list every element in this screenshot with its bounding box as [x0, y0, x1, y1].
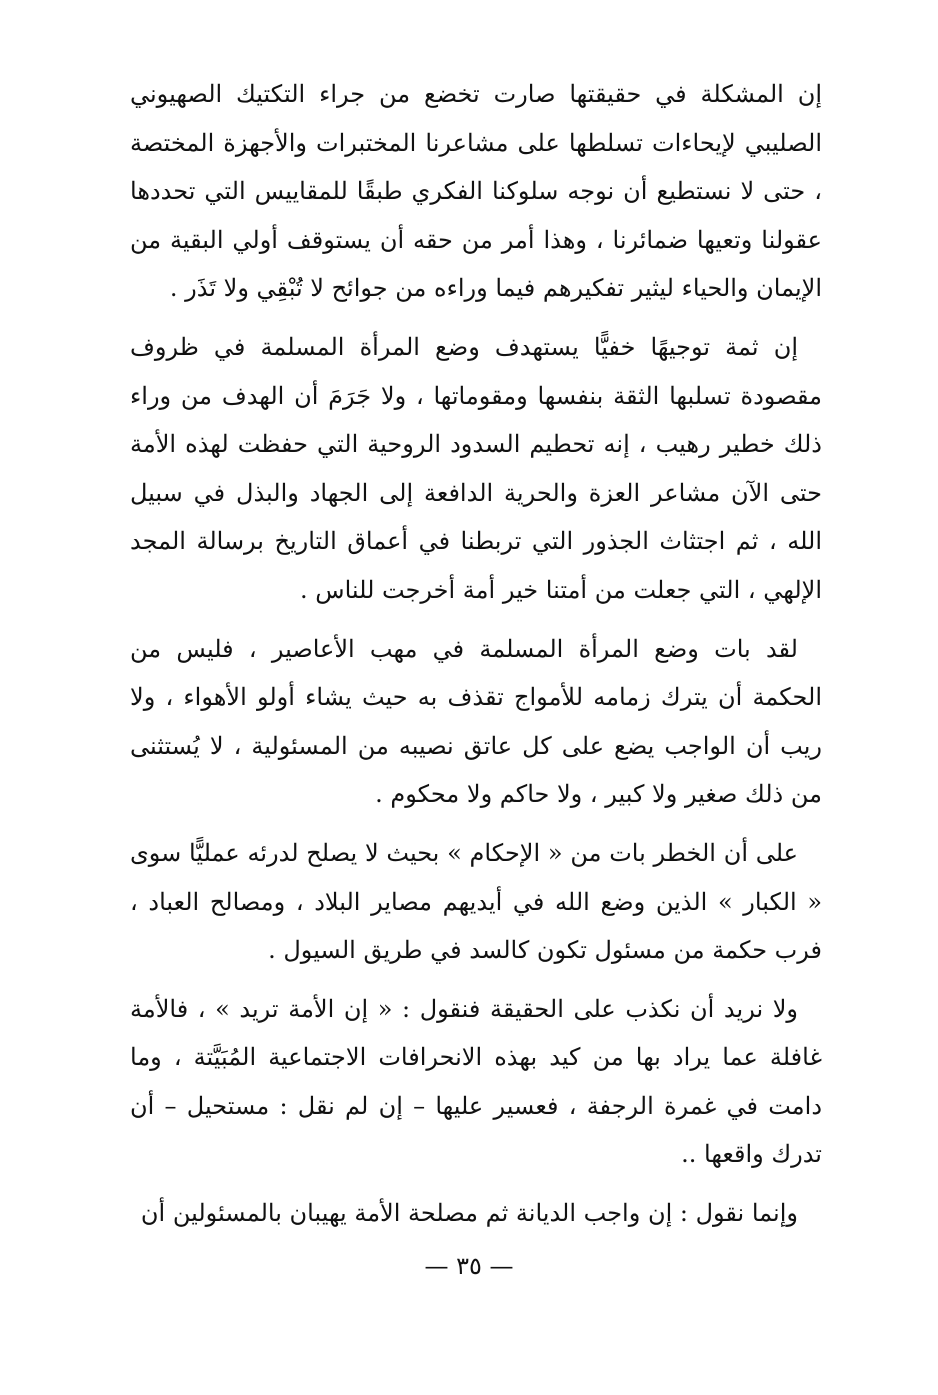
page-number: — ٣٥ — — [424, 1252, 514, 1280]
paragraph-5: ولا نريد أن نكذب على الحقيقة فنقول : « إن الأمة تريد » ، فالأمة غافلة عما يراد بها من كيد بهذه الانحرافات الاجتماعية المُبَيَّتة ، وما دامت في غمرة الرجفة ، فعسير عليها – إن لم نقل : مستحيل – أن تدرك واقعها .. — [130, 994, 823, 1169]
paragraph-6: وإنما نقول : إن واجب الديانة ثم مصلحة الأمة يهيبان بالمسئولين أن — [140, 1199, 798, 1228]
paragraph-2: إن ثمة توجيهًا خفيًّا يستهدف وضع المرأة المسلمة في ظروف مقصودة تسلبها الثقة بنفسها ومقوماتها ، ولا جَرَمَ أن الهدف من وراء ذلك خطير رهيب ، إنه تحطيم السدود الروحية التي حفظت لهذه الأمة حتى الآن مشاعر العزة والحرية الدافعة إلى الجهاد والبذل في سبيل الله ، ثم اجتثاث الجذور التي تربطنا في أعماق التاريخ برسالة المجد الإلهي ، التي جعلت من أمتنا خير أمة أخرجت للناس . — [130, 332, 822, 604]
page-body — [130, 70, 822, 1248]
paragraph-4: على أن الخطر بات من « الإحكام » بحيث لا يصلح لدرئه عمليًّا سوى « الكبار » الذين وضع الله في أيديهم مصاير البلاد ، ومصالح العباد ، فرب حكمة من مسئول تكون كالسد في طريق السيول . — [130, 838, 822, 965]
paragraph-1: إن المشكلة في حقيقتها صارت تخضع من جراء التكتيك الصهيوني الصليبي لإيحاءات تسلطها على مشاعرنا المختبرات والأجهزة المختصة ، حتى لا نستطيع أن نوجه سلوكنا الفكري طبقًا للمقاييس التي تحددها عقولنا وتعيها ضمائرنا ، وهذا أمر من حقه أن يستوقف أولي البقية من الإيمان والحياء ليثير تفكيرهم فيما وراءه من جوائح لا تُبْقِي ولا تَذَر . — [130, 80, 822, 303]
paragraph-3: لقد بات وضع المرأة المسلمة في مهب الأعاصير ، فليس من الحكمة أن يترك زمامه للأمواج تقذف به حيث يشاء أولو الأهواء ، ولا ريب أن الواجب يضع على كل عاتق نصيبه من المسئولية ، لا يُستثنى من ذلك صغير ولا كبير ، ولا حاكم ولا محكوم . — [130, 634, 822, 809]
